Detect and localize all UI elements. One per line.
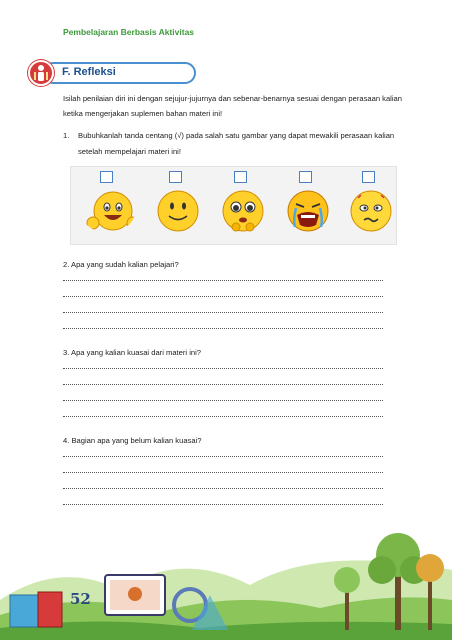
answer-line[interactable] bbox=[63, 504, 383, 505]
smiling-face-icon bbox=[156, 189, 200, 233]
question-3: 3. Apa yang kalian kuasai dari materi ini? bbox=[63, 348, 202, 357]
answer-line[interactable] bbox=[63, 472, 383, 473]
emoji-checkbox-1[interactable] bbox=[100, 171, 113, 183]
answer-line[interactable] bbox=[63, 328, 383, 329]
emoji-option-1 bbox=[77, 169, 137, 244]
answer-line[interactable] bbox=[63, 416, 383, 417]
footer-illustration bbox=[0, 520, 452, 640]
answer-line[interactable] bbox=[63, 488, 383, 489]
running-header: Pembelajaran Berbasis Aktivitas bbox=[63, 27, 195, 37]
answer-line[interactable] bbox=[63, 384, 383, 385]
question-1-text: Bubuhkanlah tanda centang (√) pada salah satu gambar yang dapat mewakili perasaan kalian setelah mempelajari materi ini! bbox=[78, 131, 395, 156]
emoji-option-5 bbox=[339, 169, 399, 244]
emoji-option-4 bbox=[276, 169, 336, 244]
person-icon bbox=[28, 60, 54, 86]
emoji-checkbox-2[interactable] bbox=[169, 171, 182, 183]
emoji-checkbox-4[interactable] bbox=[299, 171, 312, 183]
emoji-option-2 bbox=[146, 169, 206, 244]
question-1-number: 1. bbox=[63, 131, 70, 140]
page-number: 52 bbox=[70, 590, 91, 608]
emoji-checkbox-3[interactable] bbox=[234, 171, 247, 183]
answer-line[interactable] bbox=[63, 312, 383, 313]
answer-line[interactable] bbox=[63, 400, 383, 401]
answer-line[interactable] bbox=[63, 296, 383, 297]
intro-paragraph: Isilah penilaian diri ini dengan sejujur-jujurnya dan sebenar-benarnya sesuai dengan perasaan kalian ketika mengerjakan suplemen bahan materi ini! bbox=[63, 94, 402, 118]
section-heading: F. Refleksi bbox=[62, 66, 116, 78]
confused-face-icon bbox=[349, 189, 393, 233]
question-4: 4. Bagian apa yang belum kalian kuasai? bbox=[63, 436, 202, 445]
question-2: 2. Apa yang sudah kalian pelajari? bbox=[63, 260, 179, 269]
emoji-option-3 bbox=[211, 169, 271, 244]
answer-line[interactable] bbox=[63, 368, 383, 369]
answer-line[interactable] bbox=[63, 280, 383, 281]
emoji-checkbox-5[interactable] bbox=[362, 171, 375, 183]
thumbs-up-smiley-icon bbox=[81, 189, 135, 233]
section-banner bbox=[28, 60, 196, 86]
emoji-choice-strip bbox=[70, 166, 397, 245]
pleading-face-icon bbox=[221, 189, 265, 233]
crying-face-icon bbox=[286, 189, 330, 233]
answer-line[interactable] bbox=[63, 456, 383, 457]
